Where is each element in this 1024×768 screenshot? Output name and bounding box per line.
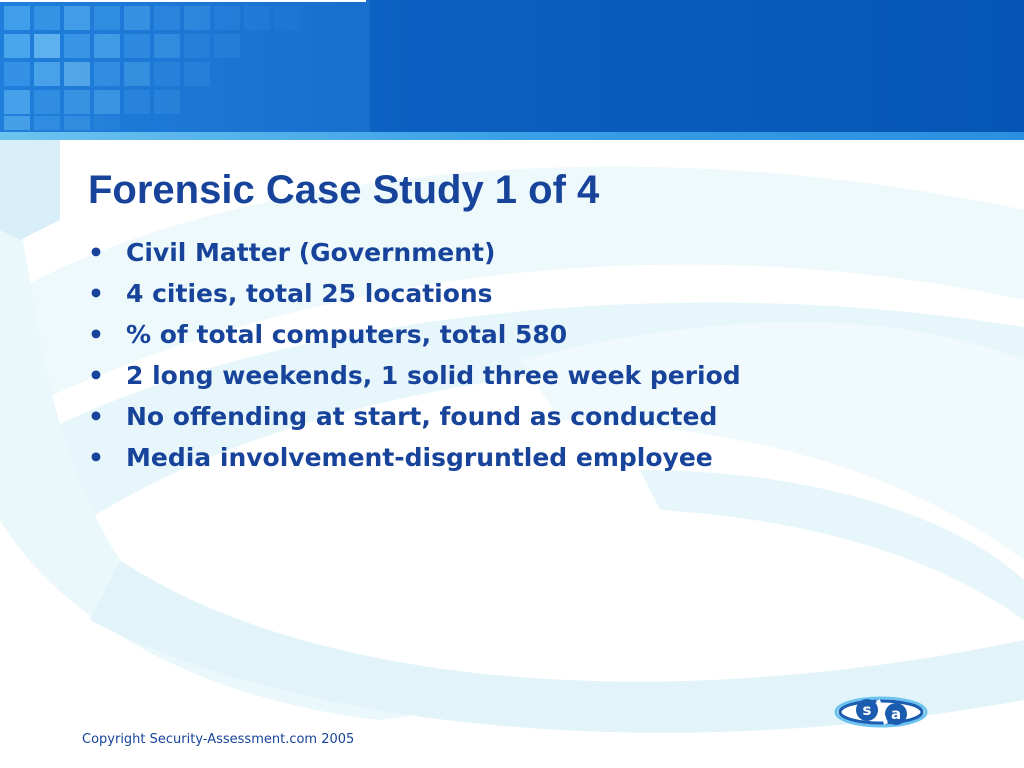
bullet-item (88, 314, 741, 355)
copyright-footer: Copyright Security-Assessment.com 2005 (82, 732, 355, 747)
sa-logo (834, 694, 928, 730)
bullet-item (88, 355, 741, 396)
bullet-item (88, 437, 741, 478)
bullet-text: 2 long weekends, 1 solid three week period (126, 361, 741, 390)
bullet-symbol: • (88, 402, 104, 431)
bullet-symbol: • (88, 443, 104, 472)
bullet-item (88, 232, 741, 273)
header-underline (0, 132, 1024, 140)
bullet-text: % of total computers, total 580 (126, 320, 568, 349)
slide-title: Forensic Case Study 1 of 4 (88, 168, 600, 212)
bullet-symbol: • (88, 320, 104, 349)
bullet-list (88, 232, 741, 478)
bullet-text: No offending at start, found as conducted (126, 402, 718, 431)
bullet-item (88, 273, 741, 314)
bullet-symbol: • (88, 279, 104, 308)
logo-letter-s: s (862, 701, 872, 719)
bullet-text: Civil Matter (Government) (126, 238, 496, 267)
bullet-text: Media involvement-disgruntled employee (126, 443, 713, 472)
top-white-strip (0, 0, 366, 2)
bullet-item (88, 396, 741, 437)
bullet-symbol: • (88, 361, 104, 390)
header-tile-mosaic (0, 0, 370, 132)
logo-letter-a: a (890, 705, 902, 723)
bullet-symbol: • (88, 238, 104, 267)
bullet-text: 4 cities, total 25 locations (126, 279, 493, 308)
